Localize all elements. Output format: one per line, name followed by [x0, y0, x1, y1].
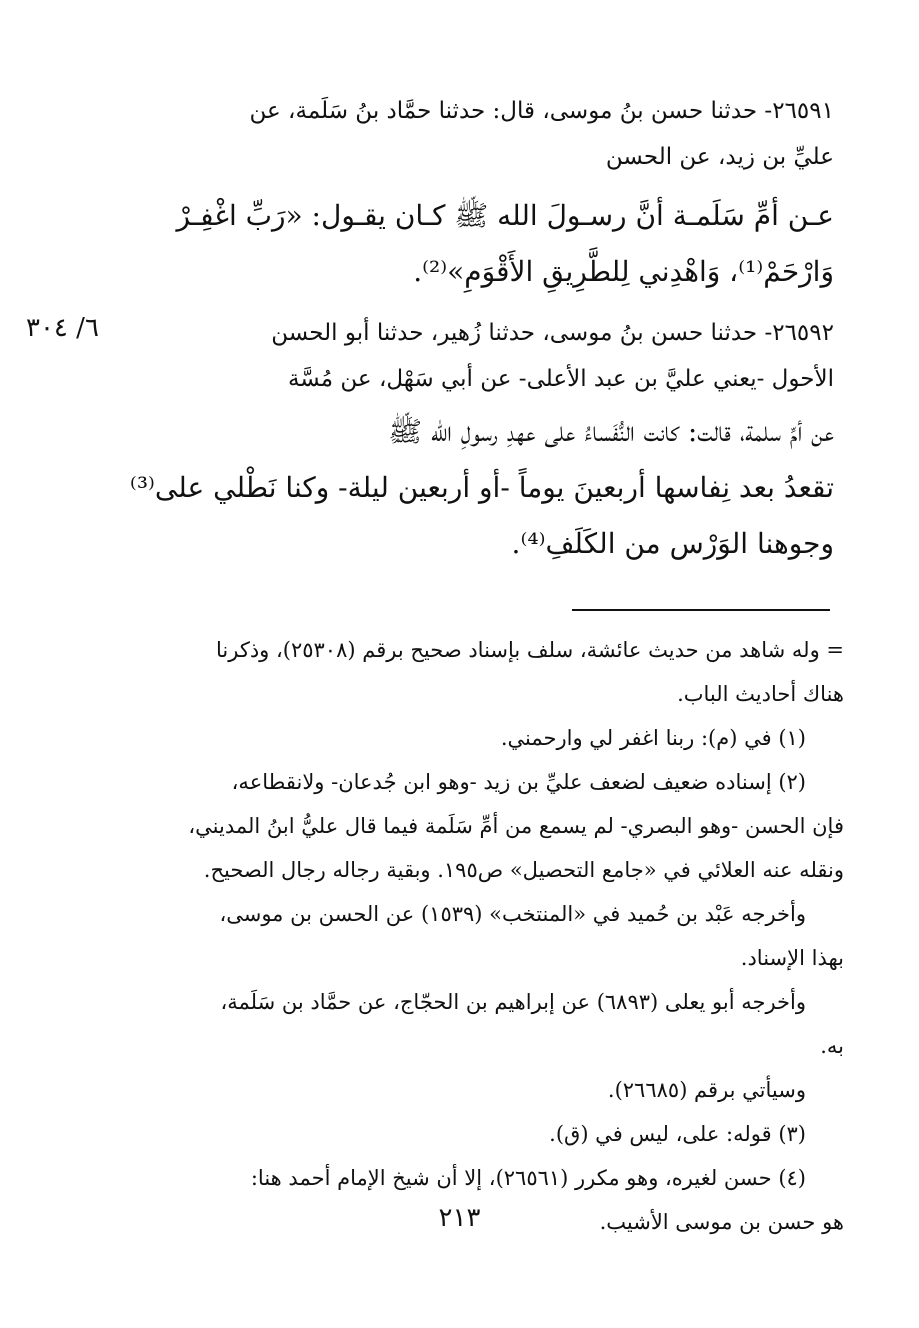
- footnote-2-line-3: ونقله عنه العلائي في «جامع التحصيل» ص١٩٥. وبقية رجاله رجال الصحيح.: [203, 858, 844, 882]
- hadith-1-matn: [118, 188, 834, 300]
- hadith-1-isnad: [118, 88, 834, 180]
- footnote-4-line-2: هو حسن بن موسى الأشيب.: [599, 1210, 844, 1234]
- footnote-2-line-8: وسيأتي برقم (٢٦٦٨٥).: [607, 1078, 806, 1102]
- footnote-2-line-6: وأخرجه أبو يعلى (٦٨٩٣) عن إبراهيم بن الحجّاج، عن حمَّاد بن سَلَمة،: [220, 990, 806, 1014]
- footnote-1: (١) في (م): ربنا اغفر لي وارحمني.: [500, 726, 806, 750]
- hadith-1-matn-line-2: وَارْحَمْ⁽¹⁾، وَاهْدِني لِلطَّرِيقِ الأَقْوَمِ»⁽²⁾.: [413, 255, 834, 288]
- hadith-2-matn: [118, 404, 834, 572]
- hadith-2-matn-line-3: وجوهنا الوَرْس من الكَلَفِ⁽⁴⁾.: [511, 527, 834, 560]
- hadith-1-isnad-line-2: عليِّ بن زيد، عن الحسن: [605, 144, 834, 170]
- footnote-continuation-line-2: هناك أحاديث الباب.: [677, 682, 844, 706]
- footnote-3: (٣) قوله: على، ليس في (ق).: [549, 1122, 806, 1146]
- footnotes: [118, 628, 844, 1244]
- footnote-2-line-4: وأخرجه عَبْد بن حُميد في «المنتخب» (١٥٣٩) عن الحسن بن موسى،: [219, 902, 806, 926]
- footnote-2-line-1: (٢) إسناده ضعيف لضعف عليِّ بن زيد -وهو ابن جُدعان- ولانقطاعه،: [231, 770, 806, 794]
- hadith-2-matn-line-1: عن أمِّ سلمة، قالت: كانت النُّفَساءُ على عهدِ رسولِ الله ﷺ: [388, 415, 834, 448]
- margin-volume-page-reference: ٦/ ٣٠٤: [26, 313, 99, 343]
- footnote-separator: [572, 609, 830, 611]
- footnote-2-line-7: به.: [820, 1034, 844, 1058]
- page-number: ٢١٣: [438, 1203, 481, 1233]
- hadith-2-matn-line-2: تقعدُ بعد نِفاسها أربعينَ يوماً -أو أربعين ليلة- وكنا نَطْلي على⁽³⁾: [129, 471, 834, 504]
- hadith-2-isnad-line-2: الأحول -يعني عليَّ بن عبد الأعلى- عن أبي سَهْل، عن مُسَّة: [287, 366, 834, 392]
- footnote-2-line-5: بهذا الإسناد.: [740, 946, 844, 970]
- hadith-1-matn-line-1: عـن أمِّ سَلَمـة أنَّ رسـولَ الله ﷺ كـان يقـول: «رَبِّ اغْفِـرْ: [176, 199, 834, 232]
- footnote-2-line-2: فإن الحسن -وهو البصري- لم يسمع من أمِّ سَلَمة فيما قال عليُّ ابنُ المديني،: [188, 814, 844, 838]
- hadith-2-isnad-line-1: ٢٦٥٩٢- حدثنا حسن بنُ موسى، حدثنا زُهير، حدثنا أبو الحسن: [271, 320, 834, 346]
- hadith-2-isnad: [118, 310, 834, 402]
- footnote-4-line-1: (٤) حسن لغيره، وهو مكرر (٢٦٥٦١)، إلا أن شيخ الإمام أحمد هنا:: [250, 1166, 806, 1190]
- hadith-1-isnad-line-1: ٢٦٥٩١- حدثنا حسن بنُ موسى، قال: حدثنا حمَّاد بنُ سَلَمة، عن: [249, 98, 834, 124]
- footnote-continuation-line-1: = وله شاهد من حديث عائشة، سلف بإسناد صحيح برقم (٢٥٣٠٨)، وذكرنا: [216, 638, 844, 662]
